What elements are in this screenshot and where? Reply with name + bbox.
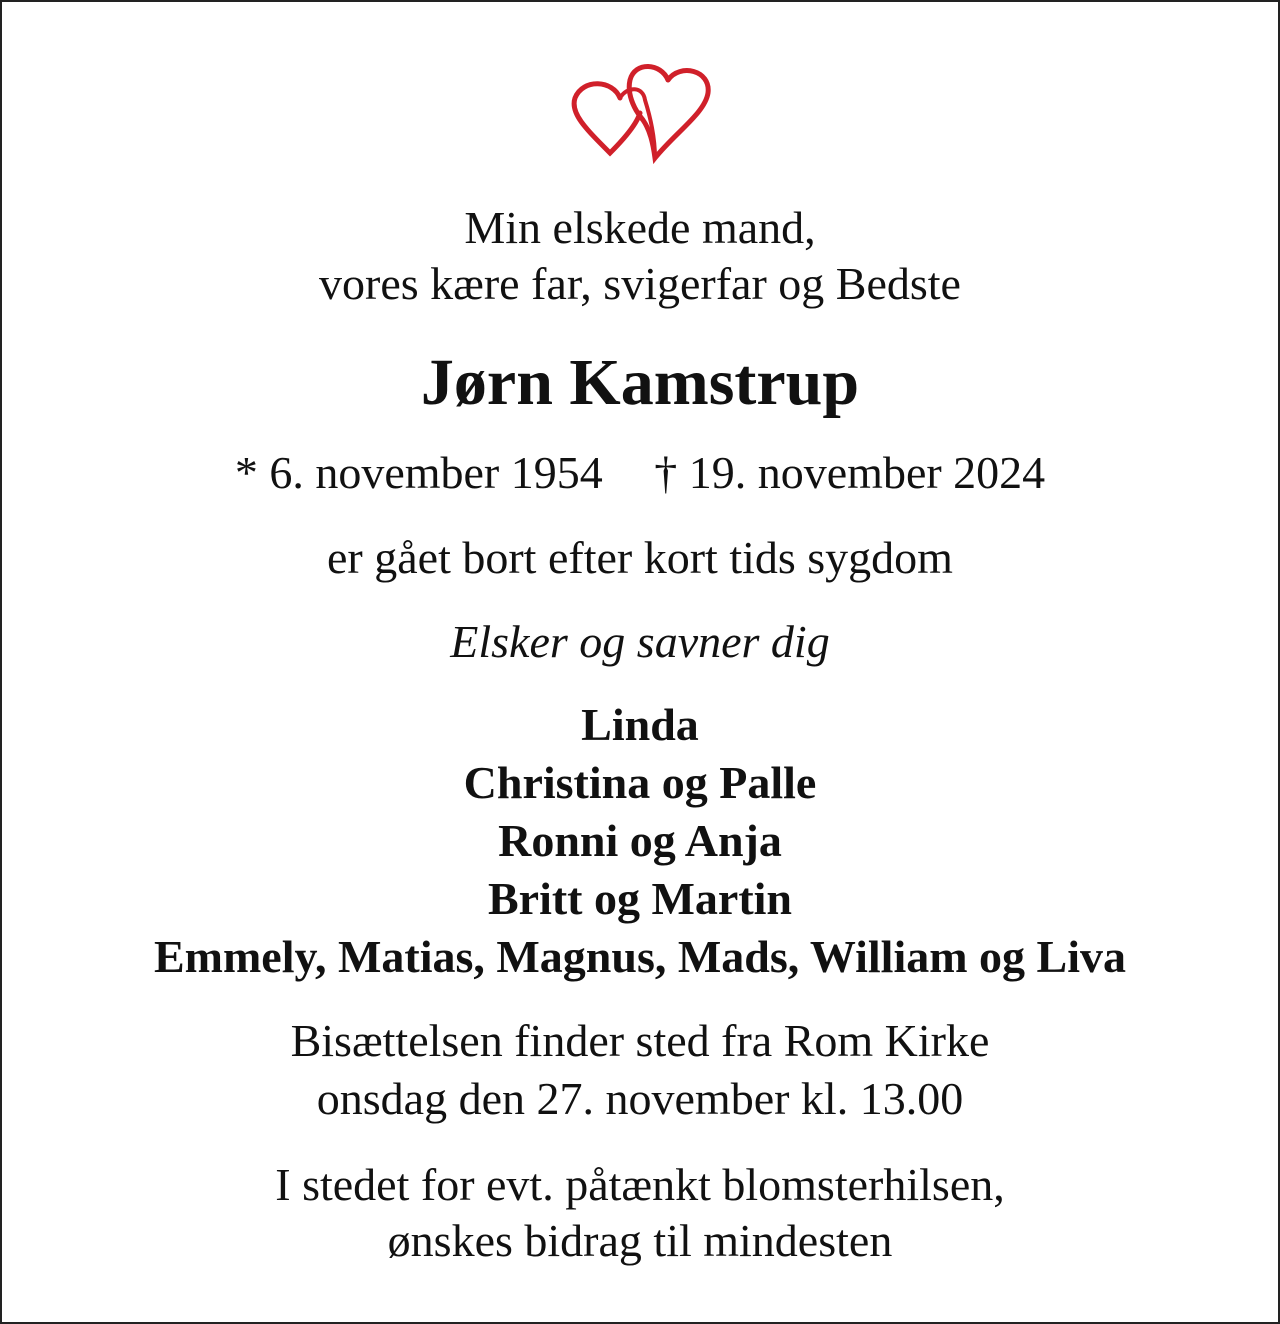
family-line: Britt og Martin <box>487 873 793 924</box>
double-heart-icon <box>565 58 715 170</box>
intro-line: vores kære far, svigerfar og Bedste <box>319 258 961 309</box>
funeral-line: Bisættelsen finder sted fra Rom Kirke <box>290 1015 990 1066</box>
family-line: Emmely, Matias, Magnus, Mads, William og Liva <box>153 931 1127 982</box>
birth-symbol: * <box>234 447 258 498</box>
intro-line: Min elskede mand, <box>464 202 816 253</box>
deceased-name: Jørn Kamstrup <box>420 346 860 419</box>
birth-date: 6. november 1954 <box>269 447 603 498</box>
life-dates <box>0 445 1280 501</box>
tagline: Elsker og savner dig <box>450 616 830 667</box>
donation-line: I stedet for evt. påtænkt blomsterhilsen, <box>275 1159 1005 1210</box>
family-line: Ronni og Anja <box>498 815 782 866</box>
death-date: 19. november 2024 <box>688 447 1046 498</box>
funeral-line: onsdag den 27. november kl. 13.00 <box>316 1073 964 1124</box>
family-line: Linda <box>581 699 699 750</box>
cross-icon: † <box>654 447 678 498</box>
donation-line: ønskes bidrag til mindesten <box>387 1215 893 1266</box>
cause-text: er gået bort efter kort tids sygdom <box>327 532 953 583</box>
family-line: Christina og Palle <box>463 757 817 808</box>
